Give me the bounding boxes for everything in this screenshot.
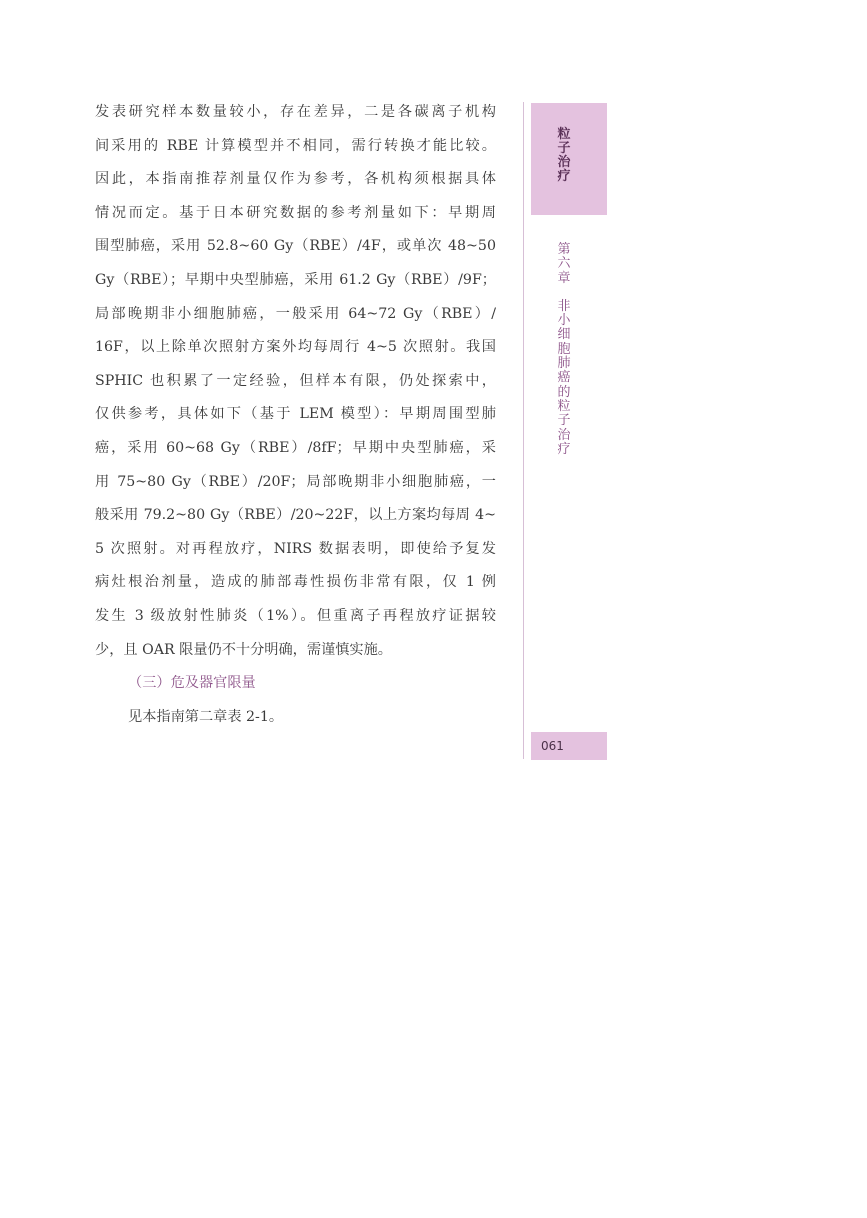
body-line: 16F，以上除单次照射方案外均每周行 4~5 次照射。我国 [95,339,496,356]
page-number: 061 [541,739,564,753]
chapter-running-head [556,243,572,457]
body-line: 5 次照射。对再程放疗，NIRS 数据表明，即使给予复发 [95,540,496,557]
body-line: 发生 3 级放射性肺炎（1%）。但重离子再程放疗证据较 [95,607,496,624]
body-line: 病灶根治剂量，造成的肺部毒性损伤非常有限，仅 1 例 [95,574,496,591]
body-line: 少，且 OAR 限量仍不十分明确，需谨慎实施。 [95,641,392,658]
body-line: 局部晚期非小细胞肺癌，一般采用 64~72 Gy（RBE）/ [95,305,496,322]
chapter-title: 非小细胞肺癌的粒子治疗 [557,298,571,457]
body-line: 般采用 79.2~80 Gy（RBE）/20~22F，以上方案均每周 4~ [95,507,496,524]
section-tab-label: 粒子治疗 [557,127,571,184]
section-subheading: （三）危及器官限量 [128,675,256,691]
body-line: SPHIC 也积累了一定经验，但样本有限，仍处探索中， [95,372,496,389]
chapter-gap [556,286,572,300]
body-line: 因此，本指南推荐剂量仅作为参考，各机构须根据具体 [95,171,496,188]
body-line: 情况而定。基于日本研究数据的参考剂量如下：早期周 [95,204,496,221]
body-line: 发表研究样本数量较小，存在差异，二是各碳离子机构 [95,104,496,120]
margin-divider [523,102,524,759]
table-reference: 见本指南第二章表 2-1。 [128,709,284,725]
body-line: 仅供参考，具体如下（基于 LEM 模型）：早期周围型肺 [95,406,496,423]
body-line: 围型肺癌，采用 52.8~60 Gy（RBE）/4F，或单次 48~50 [95,238,496,255]
body-text [95,96,496,667]
chapter-number: 第六章 [557,242,571,286]
body-line: 间采用的 RBE 计算模型并不相同，需行转换才能比较。 [95,137,496,154]
body-line: 用 75~80 Gy（RBE）/20F；局部晚期非小细胞肺癌，一 [95,473,496,490]
body-line: Gy（RBE）；早期中央型肺癌，采用 61.2 Gy（RBE）/9F； [95,271,496,288]
body-line: 癌，采用 60~68 Gy（RBE）/8fF；早期中央型肺癌，采 [95,439,496,456]
